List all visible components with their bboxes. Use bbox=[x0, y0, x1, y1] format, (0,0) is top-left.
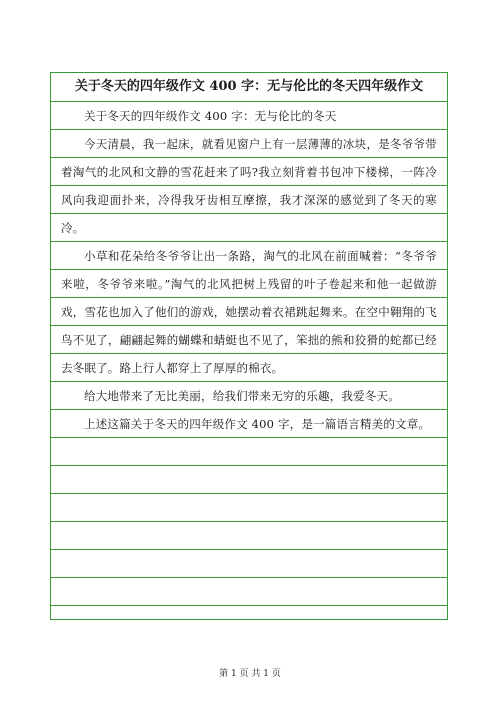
essay-subtitle-paragraph: 关于冬天的四年级作文 400 字：无与伦比的冬天 bbox=[84, 109, 337, 123]
essay-paragraph-love-winter: 给大地带来了无比美丽，给我们带来无穷的乐趣，我爱冬天。 bbox=[84, 389, 400, 403]
essay-paragraph-morning: 今天清晨，我一起床，就看见窗户上有一层薄薄的冰块，是冬爷爷带着淘气的北风和文静的雪花赶来了吗?我立刻背着书包冲下楼梯，一阵冷风向我迎面扑来，冷得我牙齿相互摩擦，我才深深的感觉到了冬天的寒冷。 bbox=[61, 137, 437, 235]
lined-writing-sheet bbox=[50, 72, 448, 620]
essay-body bbox=[51, 102, 447, 620]
document-title: 关于冬天的四年级作文 400 字：无与伦比的冬天四年级作文 bbox=[51, 73, 447, 102]
page-number-footer: 第 1 页 共 1 页 bbox=[219, 669, 281, 679]
essay-paragraph-summary: 上述这篇关于冬天的四年级作文 400 字，是一篇语言精美的文章。 bbox=[84, 417, 431, 431]
essay-paragraph-north-wind: 小草和花朵给冬爷爷让出一条路，淘气的北风在前面喊着：“冬爷爷来啦，冬爷爷来啦。”淘气的北风把树上残留的叶子卷起来和他一起做游戏，雪花也加入了他们的游戏，她摆动着衣裙跳起舞来。在空中翱翔的飞鸟不见了，翩翩起舞的蝴蝶和蜻蜓也不见了，笨拙的熊和狡猾的蛇都已经去冬眠了。路上行人都穿上了厚厚的棉衣。 bbox=[61, 249, 437, 375]
